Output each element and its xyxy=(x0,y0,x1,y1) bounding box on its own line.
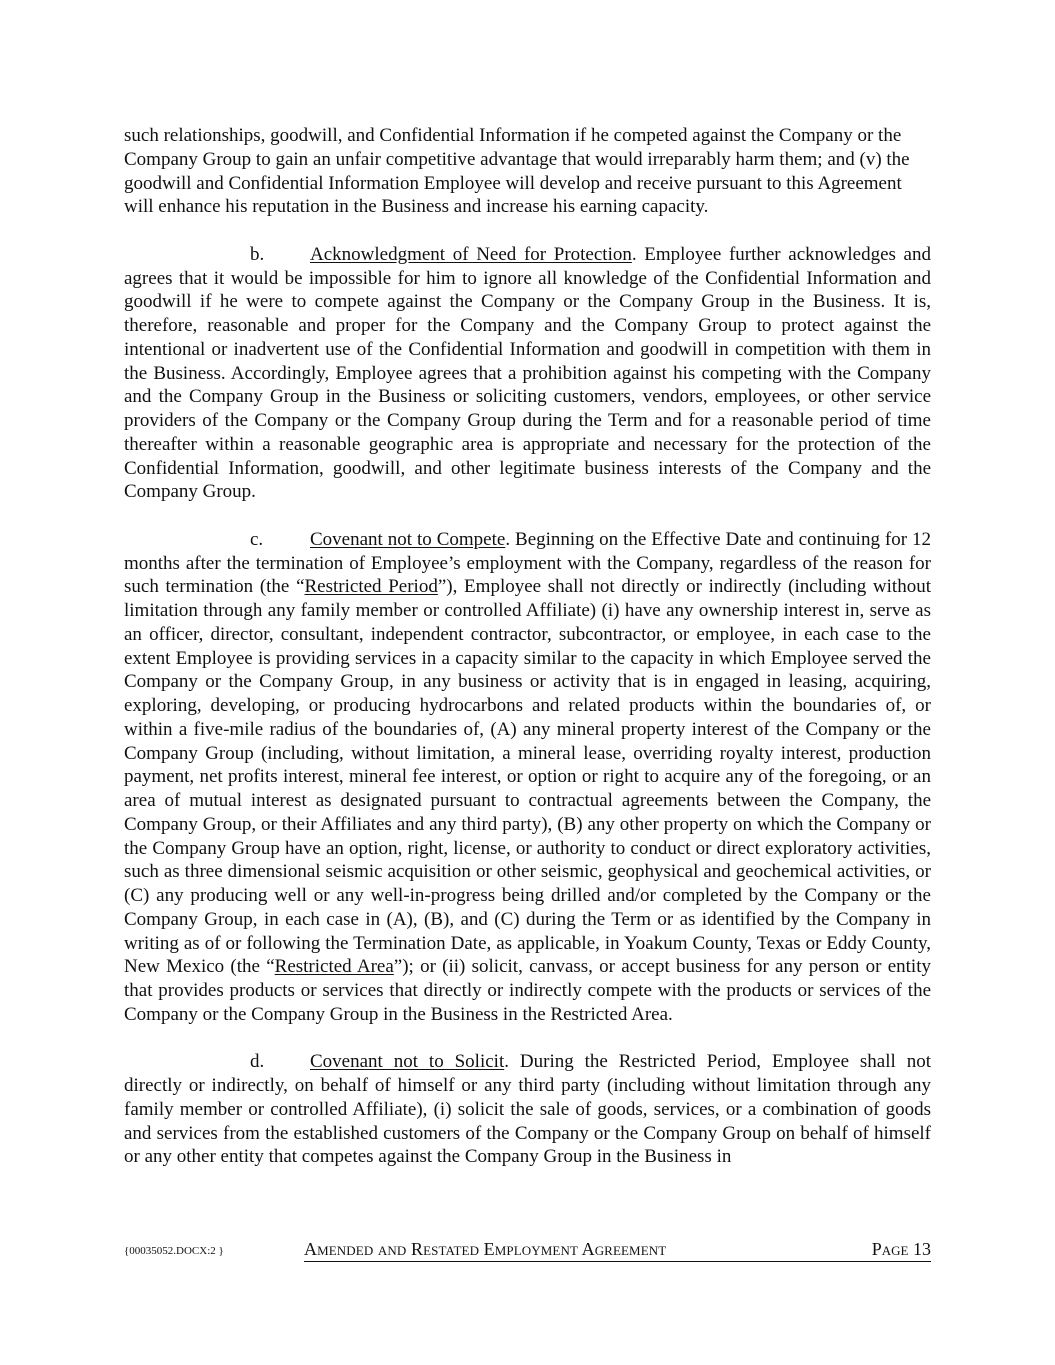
paragraph-b xyxy=(124,243,931,504)
paragraph-d xyxy=(124,1050,931,1169)
section-heading-b: Acknowledgment of Need for Protection xyxy=(310,243,632,265)
page-footer xyxy=(124,1238,931,1264)
document-body xyxy=(124,124,931,1193)
defined-term-restricted-period: Restricted Period xyxy=(304,576,438,598)
section-letter-c: c. xyxy=(250,528,264,550)
paragraph-c xyxy=(124,528,931,1027)
defined-term-restricted-area: Restricted Area xyxy=(274,956,394,978)
section-heading-c: Covenant not to Compete xyxy=(310,528,506,550)
footer-title: Amended and Restated Employment Agreement xyxy=(304,1239,667,1259)
footer-page-number: Page 13 xyxy=(871,1239,931,1259)
paragraph-c-text-2: ”), Employee shall not directly or indirectly (including without limitation through any family member or controlled Affiliate) (i) have any ownership interest in, serve as an officer, director, consultant, independent contractor, subcontractor, or employee, in each case to the extent Employee is providing services in a capacity similar to the capacity in which Employee served the Company or the Company Group, in any business or activity that is in engaged in leasing, acquiring, exploring, developing, or producing hydrocarbons and related products within the boundaries of, or within a five-mile radius of the boundaries of, (A) any mineral property interest of the Company or the Company Group (including, without limitation, a mineral lease, overriding royalty interest, production payment, net profits interest, mineral fee interest, or option or right to acquire any of the foregoing, or an area of mutual interest as designated pursuant to contractual agreements between the Company, the Company Group, or their Affiliates and any third party), (B) any other property on which the Company or the Company Group have an option, right, license, or authority to conduct or direct exploratory activities, such as three dimensional seismic acquisition or other seismic, geophysical and geochemical activities, or (C) any producing well or any well-in-progress being drilled and/or completed by the Company or the Company Group, in each case in (A), (B), and (C) during the Term or as identified by the Company in writing as of or following the Termination Date, as applicable, in Yoakum County, Texas or Eddy County, New Mexico (the “ xyxy=(124,576,931,978)
paragraph-d-text: . During the Restricted Period, Employee shall not directly or indirectly, on behalf of himself or any third party (including without limitation through any family member or controlled Affiliate), (i) solicit the sale of goods, services, or a combination of goods and services from the established customers of the Company or the Company Group on behalf of himself or any other entity that competes against the Company Group in the Business in xyxy=(124,1051,931,1168)
paragraph-c-text-1: . Beginning on the Effective Date and continuing for 12 months after the termination of Employee’s employment with the Company, regardless of the reason for such termination (the “ xyxy=(124,528,931,598)
paragraph-intro xyxy=(124,124,931,219)
paragraph-intro-text: such relationships, goodwill, and Confidential Information if he competed against the Company or the Company Group to gain an unfair competitive advantage that would irreparably harm them; and (v) the goodwill and Confidential Information Employee will develop and receive pursuant to this Agreement will enhance his reputation in the Business and increase his earning capacity. xyxy=(124,125,910,218)
section-letter-d: d. xyxy=(250,1051,265,1073)
paragraph-c-text-3: ”); or (ii) solicit, canvass, or accept business for any person or entity that provides products or services that directly or indirectly compete with the products or services of the Company or the Company Group in the Business in the Restricted Area. xyxy=(124,956,931,1025)
footer-rule xyxy=(304,1261,931,1262)
section-letter-b: b. xyxy=(250,243,265,265)
paragraph-b-text: . Employee further acknowledges and agrees that it would be impossible for him to ignore all knowledge of the Confidential Information and goodwill if he were to compete against the Company or the Company Group in the Business. It is, therefore, reasonable and proper for the Company and the Company Group to protect against the intentional or inadvertent use of the Confidential Information and goodwill in competition with them in the Business. Accordingly, Employee agrees that a prohibition against his competing with the Company and the Company Group in the Business or soliciting customers, vendors, employees, or other service providers of the Company or the Company Group during the Term and for a reasonable period of time thereafter within a reasonable geographic area is appropriate and necessary for the protection of the Confidential Information, goodwill, and other legitimate business interests of the Company and the Company Group. xyxy=(124,243,931,503)
section-heading-d: Covenant not to Solicit xyxy=(310,1051,505,1073)
footer-document-id: {00035052.DOCX:2 } xyxy=(124,1245,224,1257)
